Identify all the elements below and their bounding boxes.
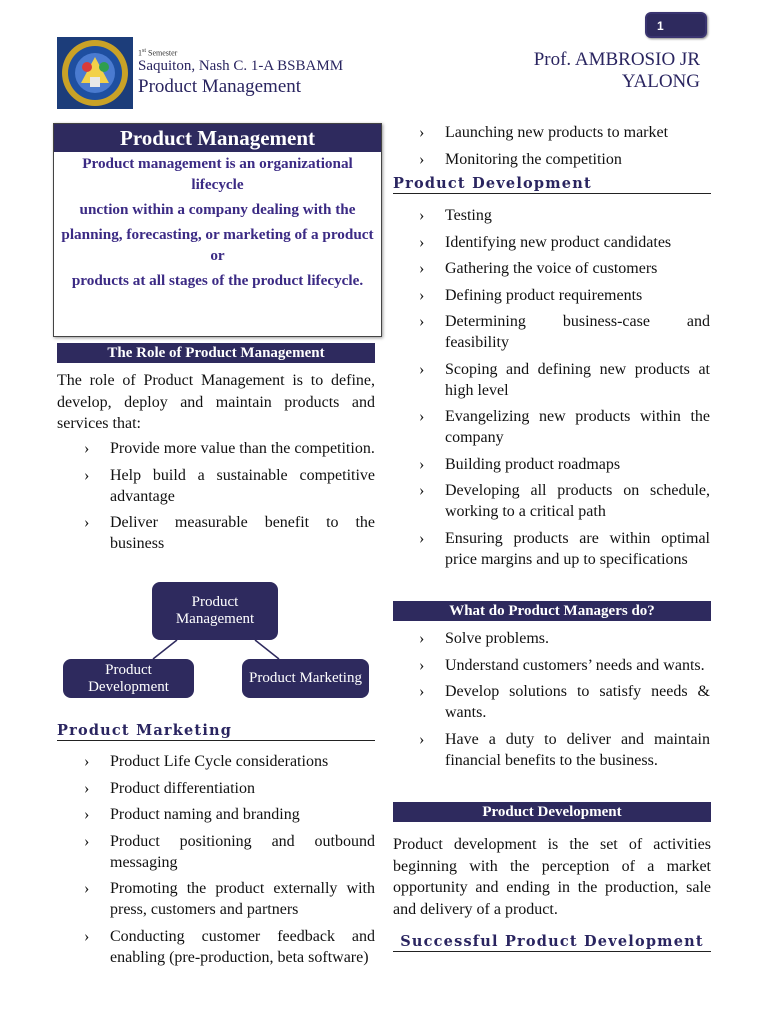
list-item: › Deliver measurable benefit to the business [84, 514, 375, 552]
list-item: › Monitoring the competition [419, 150, 622, 168]
list-item: › Building product roadmaps [419, 455, 621, 473]
diagram-node-product-management: Product Management [152, 582, 278, 640]
list-item: › Product differentiation [84, 779, 255, 797]
bullet-marker: › [84, 440, 90, 457]
list-item: › Determining business-case and feasibility [419, 313, 710, 351]
student-name: Saquiton, Nash C. 1-A BSBAMM [138, 58, 344, 74]
list-item: › Have a duty to deliver and maintain financial benefits to the business. [419, 730, 710, 769]
managers-section-heading: What do Product Managers do? [393, 601, 711, 621]
list-item: › Product Life Cycle considerations [84, 753, 329, 770]
definition-line: products at all stages of the product lifecycle. [71, 272, 364, 289]
diagram-node-product-marketing: Product Marketing [242, 659, 369, 698]
subject-title: Product Management [138, 76, 302, 97]
bullet-marker: › [84, 832, 90, 850]
marketing-section-heading: Product Marketing [57, 722, 375, 741]
list-item: › Product naming and branding [84, 806, 300, 823]
list-item: › Identifying new product candidates [419, 233, 672, 251]
diagram-node-product-development: Product Development [63, 659, 194, 698]
bullet-marker: › [84, 806, 90, 823]
bullet-marker: › [419, 408, 425, 425]
bullet-marker: › [419, 730, 425, 748]
list-item: › Defining product requirements [419, 286, 643, 304]
list-item: › Help build a sustainable competitive advantage [84, 466, 375, 505]
bullet-marker: › [419, 233, 425, 251]
role-paragraph: The role of Product Management is to define, develop, deploy and maintain products and services that: [57, 372, 375, 432]
bullet-marker: › [419, 124, 425, 141]
development-bullet-list [392, 205, 710, 575]
bullet-marker: › [84, 927, 90, 945]
product-development-paragraph: Product development is the set of activities beginning with the perception of a market opportunity and ending in the production, sale and delivery of a product. [393, 836, 711, 918]
list-item: › Provide more value than the competition. [84, 440, 375, 457]
definition-line: Product management is an organizational lifecycle [82, 155, 353, 193]
bullet-marker: › [419, 286, 425, 304]
bullet-marker: › [419, 482, 425, 499]
role-bullet-list [57, 438, 375, 560]
development-section-heading: Product Development [393, 175, 711, 194]
bullet-marker: › [419, 207, 425, 224]
bullet-marker: › [419, 630, 425, 647]
bullet-marker: › [84, 514, 90, 531]
bullet-marker: › [84, 779, 90, 797]
list-item: › Developing all products on schedule, working to a critical path [419, 482, 710, 520]
hierarchy-diagram [57, 580, 377, 702]
definition-line: planning, forecasting, or marketing of a product or [61, 226, 374, 264]
bullet-marker: › [84, 880, 90, 897]
role-section-heading: The Role of Product Management [57, 343, 375, 363]
successful-development-heading: Successful Product Development [393, 933, 711, 952]
bullet-marker: › [84, 753, 90, 770]
bullet-marker: › [419, 313, 425, 330]
university-seal-logo [57, 37, 133, 109]
professor-name: Prof. AMBROSIO JR YALONG [533, 49, 700, 92]
definition-line: unction within a company dealing with the [79, 201, 356, 218]
list-item: › Ensuring products are within optimal price margins and up to specifications [419, 529, 710, 568]
list-item: › Promoting the product externally with press, customers and partners [84, 880, 375, 918]
semester-label: 1st Semester [138, 48, 178, 58]
list-item: › Testing [419, 207, 492, 224]
top-bullet-list [392, 122, 710, 175]
page-number-badge: 1 [645, 12, 707, 38]
bullet-marker: › [419, 260, 425, 277]
list-item: › Evangelizing new products within the company [419, 408, 710, 446]
bullet-marker: › [419, 455, 425, 473]
definition-box-body [54, 152, 381, 291]
product-development-band-heading: Product Development [393, 802, 711, 822]
bullet-marker: › [419, 360, 425, 378]
list-item: › Launching new products to market [419, 124, 669, 141]
list-item: › Conducting customer feedback and enabling (pre-production, beta software) [84, 927, 375, 966]
list-item: › Gathering the voice of customers [419, 260, 658, 277]
definition-box [53, 123, 382, 337]
bullet-marker: › [419, 683, 425, 700]
marketing-bullet-list [57, 751, 375, 973]
bullet-marker: › [419, 150, 425, 168]
bullet-marker: › [84, 466, 90, 484]
managers-bullet-list [392, 628, 710, 776]
bullet-marker: › [419, 656, 425, 674]
list-item: › Understand customers’ needs and wants. [419, 656, 705, 674]
list-item: › Scoping and defining new products at high level [419, 360, 710, 399]
list-item: › Solve problems. [419, 630, 549, 647]
bullet-marker: › [419, 529, 425, 547]
list-item: › Develop solutions to satisfy needs & wants. [419, 683, 710, 721]
list-item: › Product positioning and outbound messaging [84, 832, 375, 871]
definition-box-title: Product Management [54, 124, 381, 152]
